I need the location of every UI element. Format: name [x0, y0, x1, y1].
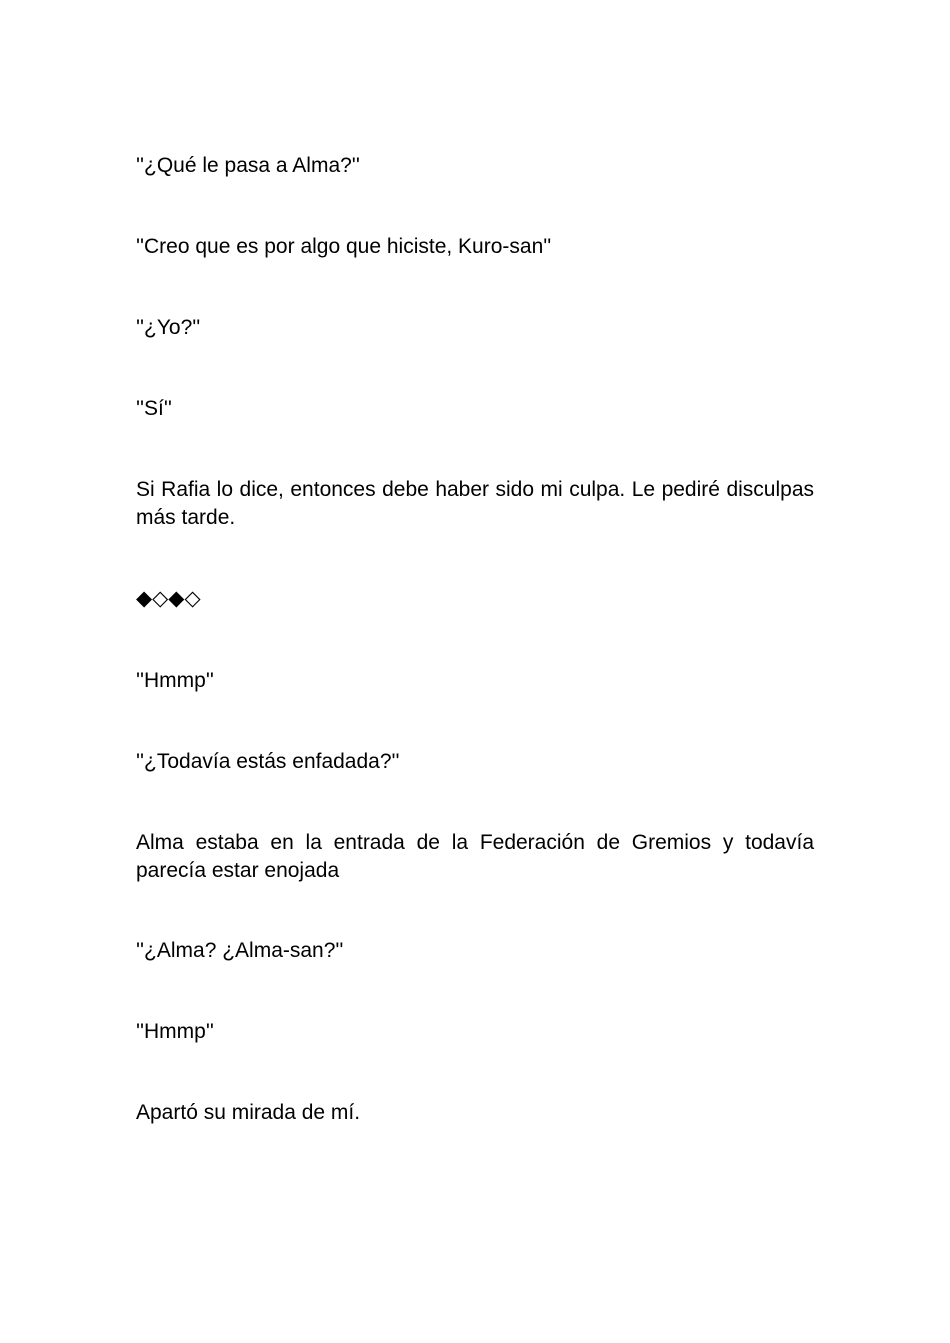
dialogue-line: ''¿Alma? ¿Alma-san?'' — [136, 939, 344, 962]
scene-break-divider: ◆◇◆◇ — [136, 587, 201, 610]
dialogue-line: ''¿Yo?'' — [136, 316, 201, 339]
dialogue-line: ''Sí'' — [136, 397, 172, 420]
narration-paragraph: Apartó su mirada de mí. — [136, 1101, 361, 1124]
dialogue-line: ''Hmmp'' — [136, 669, 214, 692]
dialogue-line: ''¿Todavía estás enfadada?'' — [136, 750, 400, 773]
narration-paragraph: Si Rafia lo dice, entonces debe haber sido mi culpa. Le pediré disculpas más tarde. — [136, 478, 814, 529]
dialogue-line: ''Creo que es por algo que hiciste, Kuro-san'' — [136, 235, 552, 258]
narration-paragraph: Alma estaba en la entrada de la Federación de Gremios y todavía parecía estar enojada — [136, 831, 814, 882]
dialogue-line: ''Hmmp'' — [136, 1020, 214, 1043]
dialogue-line: ''¿Qué le pasa a Alma?'' — [136, 154, 360, 177]
